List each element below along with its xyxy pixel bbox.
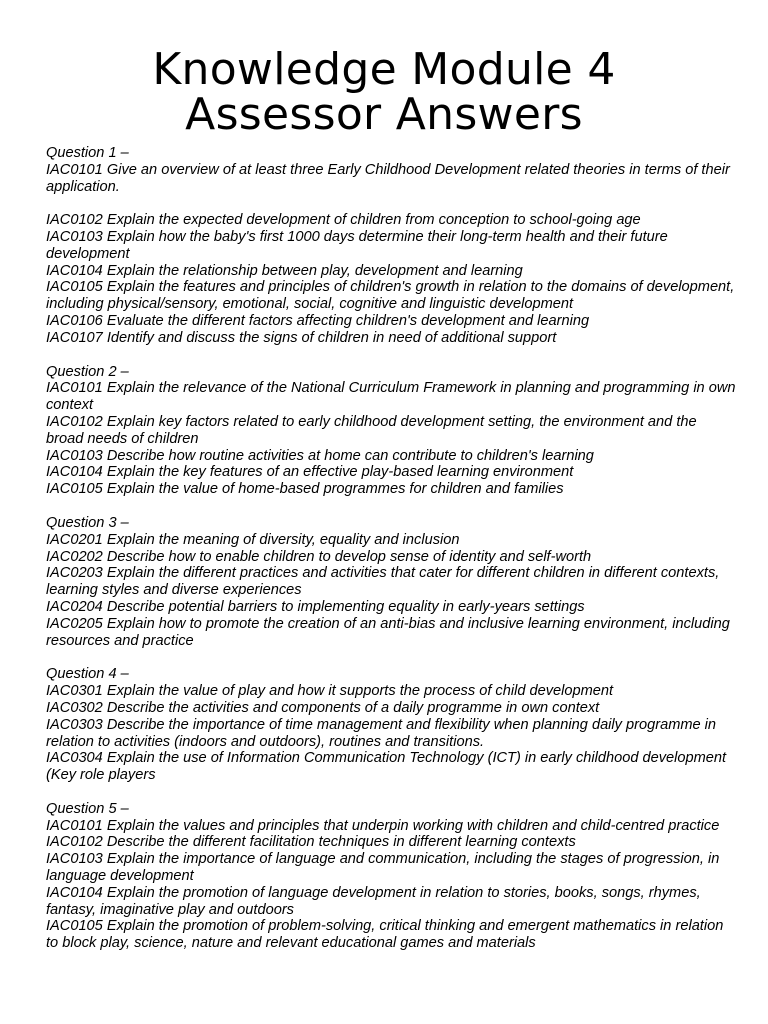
question-heading: Question 5 – <box>46 800 129 817</box>
question-4-section <box>46 666 736 784</box>
list-item: IAC0104 Explain the promotion of language development in relation to stories, books, songs, rhymes, fantasy, imaginative play and outdoors <box>46 884 701 918</box>
title-line-2: Assessor Answers <box>185 89 583 140</box>
question-1-outcomes <box>46 212 736 346</box>
list-item: IAC0103 Describe how routine activities at home can contribute to children's learning <box>46 447 594 464</box>
list-item: IAC0102 Describe the different facilitation techniques in different learning contexts <box>46 834 576 851</box>
list-item: IAC0204 Describe potential barriers to implementing equality in early-years settings <box>46 598 585 615</box>
question-heading: Question 3 – <box>46 514 129 531</box>
list-item: IAC0104 Explain the relationship between play, development and learning <box>46 262 523 279</box>
list-item: IAC0201 Explain the meaning of diversity, equality and inclusion <box>46 531 460 548</box>
list-item: IAC0301 Explain the value of play and how it supports the process of child development <box>46 683 614 700</box>
list-item: IAC0304 Explain the use of Information Communication Technology (ICT) in early childhood development (Key role players <box>46 750 727 784</box>
list-item: IAC0103 Explain the importance of language and communication, including the stages of progression, in language development <box>46 851 720 885</box>
question-2-section <box>46 364 736 498</box>
question-3-section <box>46 515 736 649</box>
list-item: IAC0105 Explain the features and principles of children's growth in relation to the domains of development, including physical/sensory, emotional, social, cognitive and linguistic development <box>46 279 735 313</box>
list-item: IAC0105 Explain the promotion of problem-solving, critical thinking and emergent mathematics in relation to block play, science, nature and relevant educational games and materials <box>46 918 724 952</box>
list-item: IAC0102 Explain key factors related to early childhood development setting, the environment and the broad needs of children <box>46 413 697 447</box>
list-item: IAC0105 Explain the value of home-based programmes for children and families <box>46 481 564 498</box>
title-line-1: Knowledge Module 4 <box>152 44 616 95</box>
question-heading: Question 2 – <box>46 363 129 380</box>
list-item: IAC0104 Explain the key features of an effective play-based learning environment <box>46 464 574 481</box>
list-item: IAC0103 Explain how the baby's first 1000 days determine their long-term health and their future development <box>46 228 668 262</box>
list-item: IAC0101 Give an overview of at least three Early Childhood Development related theories in terms of their application. <box>46 161 730 195</box>
question-list <box>46 145 736 969</box>
list-item: IAC0106 Evaluate the different factors affecting children's development and learning <box>46 312 590 329</box>
list-item: IAC0302 Describe the activities and components of a daily programme in own context <box>46 699 600 716</box>
question-5-section <box>46 801 736 952</box>
question-heading: Question 1 – <box>46 145 129 161</box>
list-item: IAC0102 Explain the expected development of children from conception to school-going age <box>46 212 641 229</box>
blank-line <box>46 195 736 212</box>
list-item: IAC0203 Explain the different practices and activities that cater for different children in different contexts, learning styles and diverse experiences <box>46 565 720 599</box>
question-1-section <box>46 145 736 212</box>
list-item: IAC0303 Describe the importance of time management and flexibility when planning daily programme in relation to activities (indoors and outdoors), routines and transitions. <box>46 716 717 750</box>
list-item: IAC0202 Describe how to enable children to develop sense of identity and self-worth <box>46 548 592 565</box>
list-item: IAC0205 Explain how to promote the creation of an anti-bias and inclusive learning environment, including resources and practice <box>46 615 730 649</box>
question-heading: Question 4 – <box>46 666 129 683</box>
list-item: IAC0107 Identify and discuss the signs of children in need of additional support <box>46 329 557 346</box>
page-title <box>0 0 768 140</box>
list-item: IAC0101 Explain the values and principles that underpin working with children and child-centred practice <box>46 817 720 834</box>
list-item: IAC0101 Explain the relevance of the National Curriculum Framework in planning and programming in own context <box>46 380 736 414</box>
